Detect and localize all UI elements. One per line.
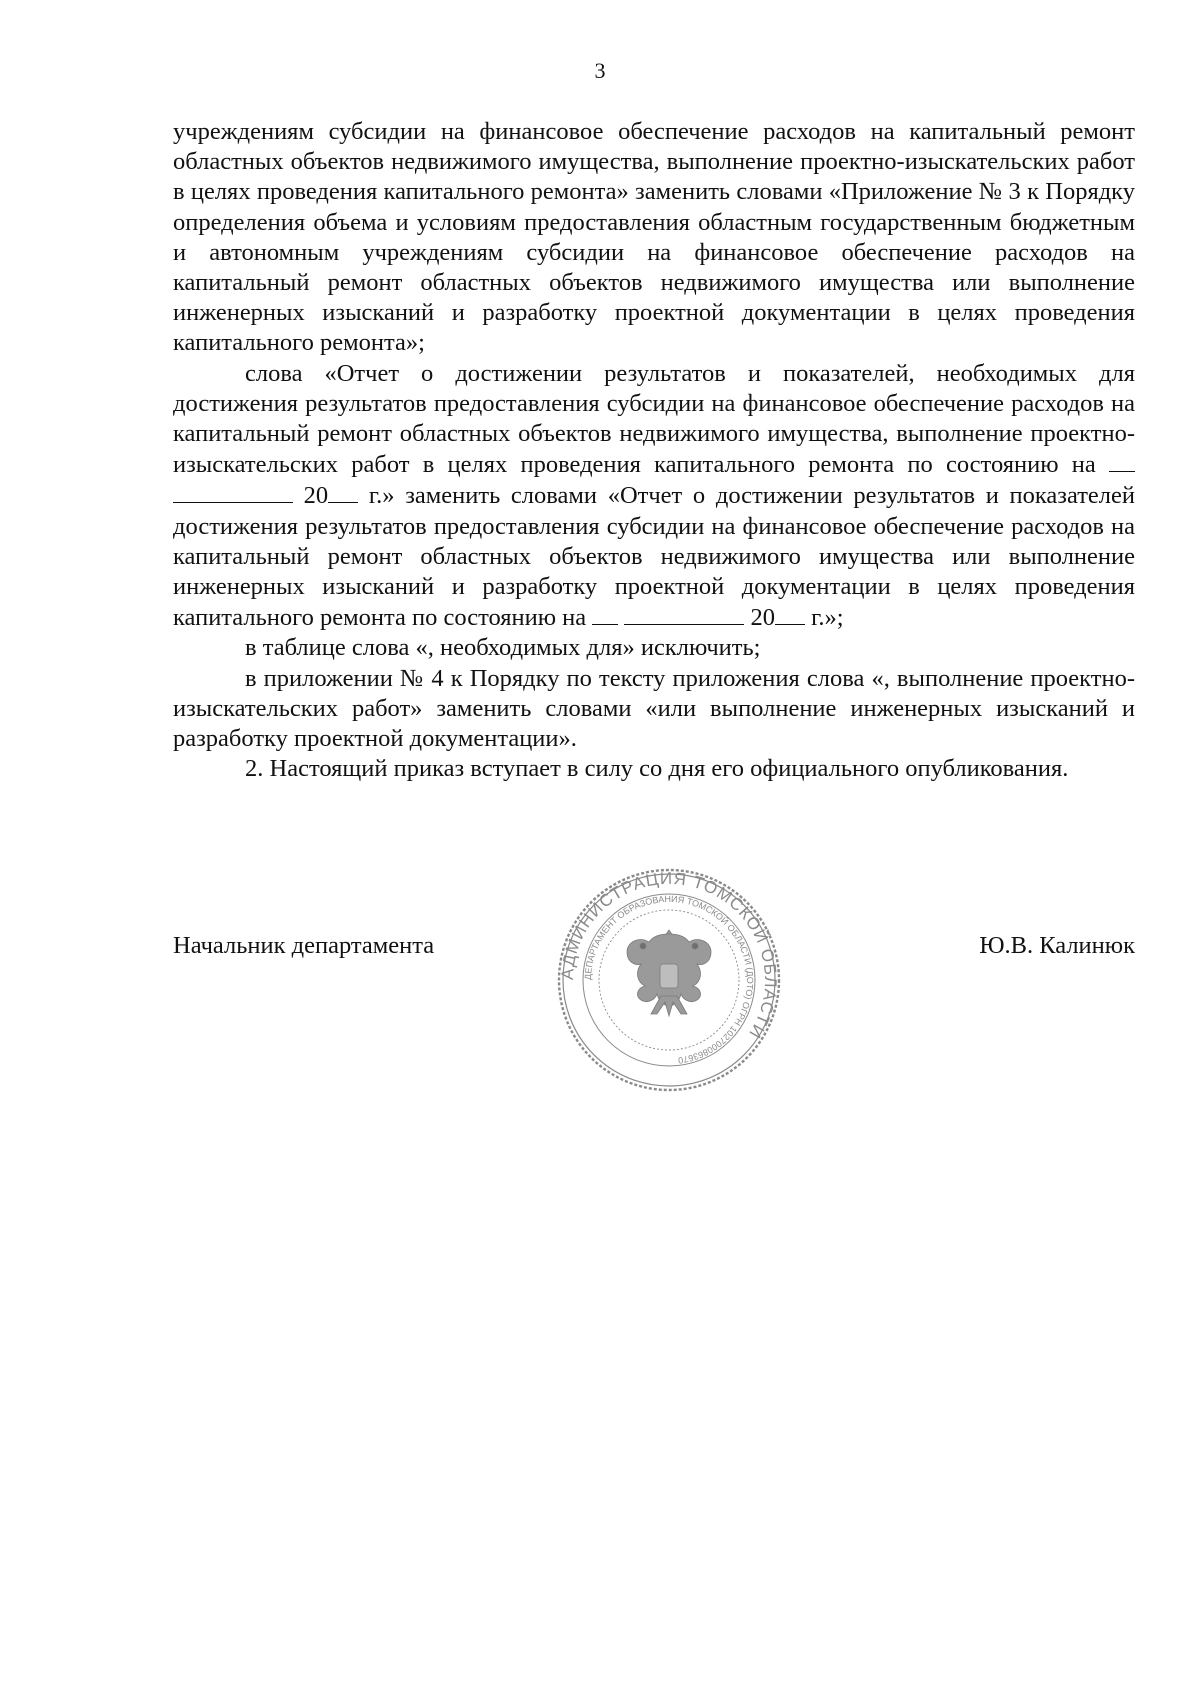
paragraph-appendix-4-change: в приложении № 4 к Порядку по тексту приложения слова «, выполнение проектно-изыскательских работ» заменить словами «или выполнение инженерных изысканий и разработку проектной документации». bbox=[173, 664, 1135, 753]
blank-day-line bbox=[1109, 449, 1135, 472]
paragraph-report-title-change: слова «Отчет о достижении результатов и показателей, необходимых для достижения результатов предоставления субсидии на финансовое обеспечение расходов на капитальный ремонт областных объектов недвижимого имущества, выполнение проектно-изыскательских работ в целях проведения капитального ремонта по состоянию на 20 г.» заменить словами «Отчет о достижении результатов и показателей достижения результатов предоставления субсидии на финансовое обеспечение расходов на капитальный ремонт областных объектов недвижимого имущества или выполнение инженерных изысканий и разработку проектной документации в целях проведения капитального ремонта по состоянию на 20 г.»; bbox=[173, 359, 1135, 632]
signatory-name: Ю.В. Калинюк bbox=[979, 932, 1135, 959]
paragraph-table-change: в таблице слова «, необходимых для» исключить; bbox=[245, 634, 761, 662]
signatory-position: Начальник департамента bbox=[173, 932, 435, 959]
paragraph-appendix-3-title: учреждениям субсидии на финансовое обеспечение расходов на капитальный ремонт областных объектов недвижимого имущества, выполнение проектно-изыскательских работ в целях проведения капитального ремонта» заменить словами «Приложение № 3 к Порядку определения объема и условиям предоставления областным государственным бюджетным и автономным учреждениям субсидии на финансовое обеспечение расходов на капитальный ремонт областных объектов недвижимого имущества или выполнение инженерных изысканий и разработку проектной документации в целях проведения капитального ремонта»; bbox=[173, 118, 1135, 357]
blank-month-line bbox=[624, 602, 744, 625]
blank-day-line bbox=[592, 602, 618, 625]
seal-outer-text: АДМИНИСТРАЦИЯ ТОМСКОЙ ОБЛАСТИ bbox=[557, 868, 781, 1043]
blank-year-line bbox=[328, 480, 358, 503]
document-body bbox=[173, 117, 1135, 784]
blank-year-line bbox=[775, 602, 805, 625]
official-seal bbox=[557, 868, 781, 1092]
blank-month-line bbox=[173, 480, 293, 503]
page-number: 3 bbox=[594, 58, 606, 83]
double-headed-eagle-icon bbox=[627, 930, 711, 1016]
seal-inner-text: ДЕПАРТАМЕНТ ОБРАЗОВАНИЯ ТОМСКОЙ ОБЛАСТИ (ДОТО) ОГРН 1027000863670 bbox=[582, 893, 756, 1066]
paragraph-effective-date: 2. Настоящий приказ вступает в силу со дня его официального опубликования. bbox=[245, 755, 1069, 783]
